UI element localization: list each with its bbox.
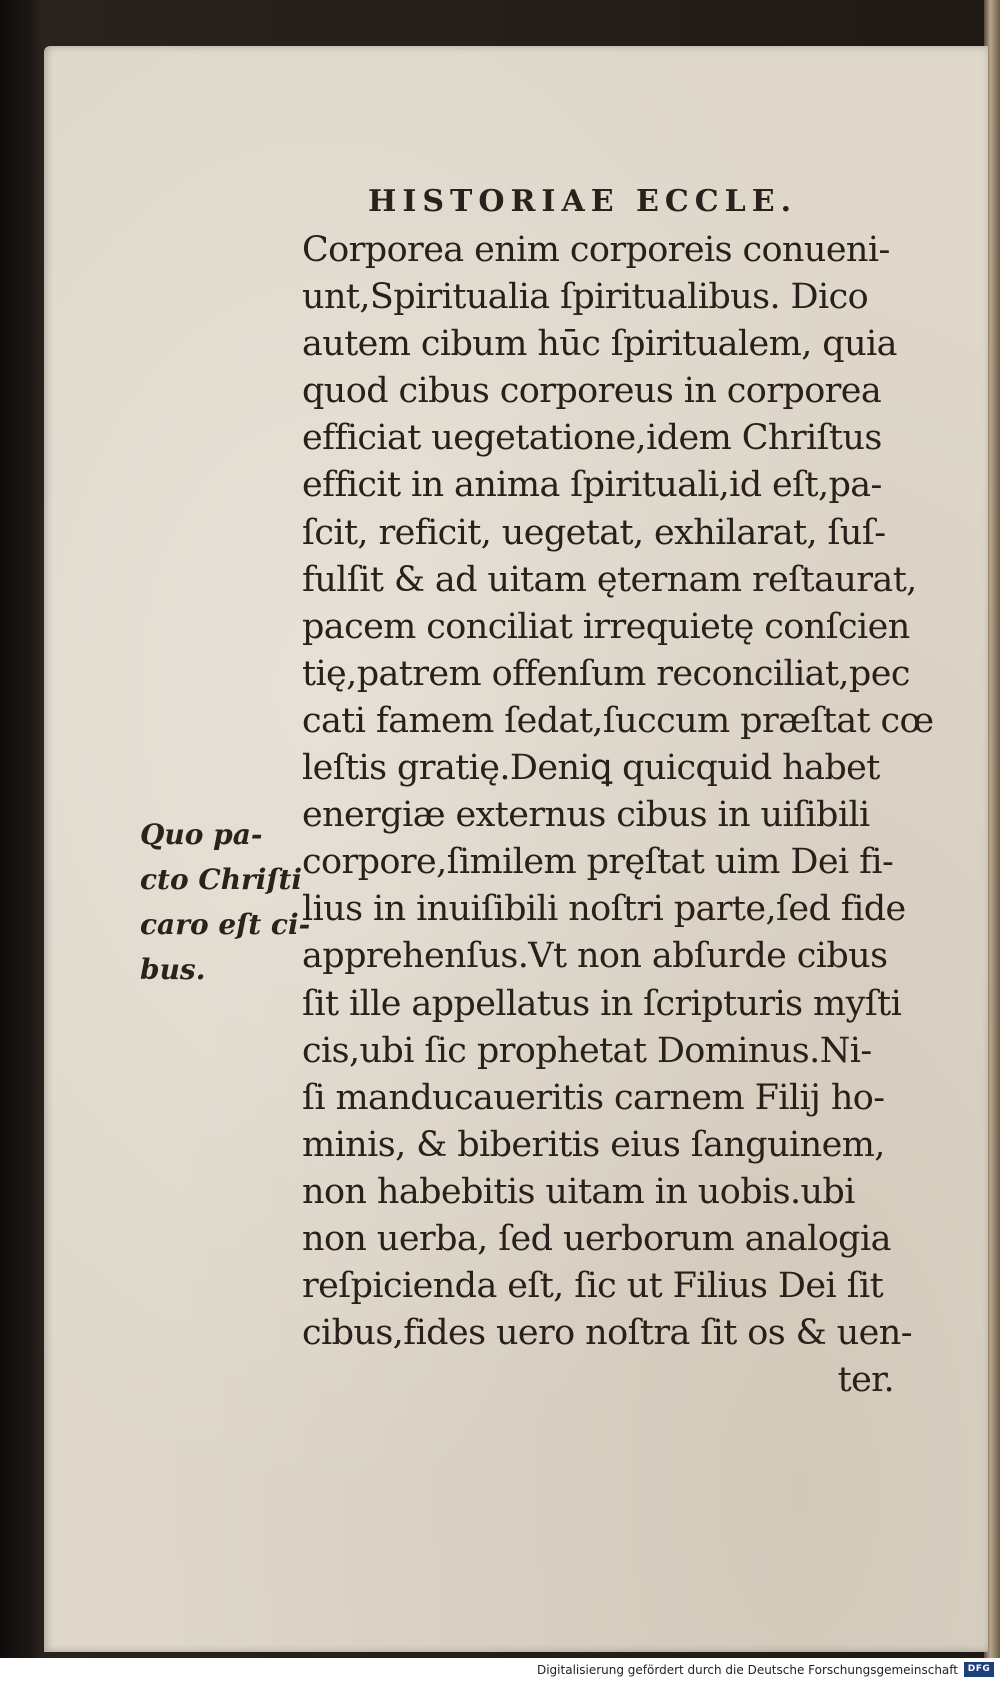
text-line: leſtis gratię.Deniꝗ quicquid habet: [302, 748, 880, 789]
text-line: cis,ubi ſic prophetat Dominus.Ni-: [302, 1030, 872, 1071]
text-line: ſit ille appellatus in ſcripturis myſti: [302, 983, 902, 1024]
text-line: efficit in anima ſpirituali,id eſt,pa-: [302, 465, 882, 506]
text-line: non uerba, ſed uerborum analogia: [302, 1218, 891, 1259]
text-line: lius in inuiſibili noſtri parte,ſed fide: [302, 889, 906, 930]
marginal-note-line: Quo pa-: [140, 818, 263, 851]
text-line: ſcit, reficit, uegetat, exhilarat, ſuſ-: [302, 512, 886, 553]
text-line: ſi manducaueritis carnem Filij ho-: [302, 1077, 885, 1118]
text-line: cati famem ſedat,ſuccum præſtat cœ: [302, 700, 934, 741]
text-line: energiæ externus cibus in uiſibili: [302, 795, 870, 836]
running-head: HISTORIAE ECCLE.: [368, 184, 798, 219]
marginal-note: [140, 812, 311, 992]
marginal-note-line: bus.: [140, 953, 206, 986]
text-line: pacem conciliat irrequietę conſcien: [302, 606, 910, 647]
text-line: unt,Spiritualia ſpiritualibus. Dico: [302, 277, 869, 318]
text-line: autem cibum hūc ſpiritualem, quia: [302, 324, 897, 365]
text-line: corpore,ſimilem pręſtat uim Dei fi-: [302, 842, 894, 883]
marginal-note-line: cto Chriſti: [140, 863, 303, 896]
body-text: [302, 227, 952, 1404]
text-line: minis, & biberitis eius ſanguinem,: [302, 1124, 885, 1165]
text-line: Corporea enim corporeis conueni-: [302, 230, 890, 270]
text-line: quod cibus corporeus in corporea: [302, 371, 882, 412]
text-line: cibus,fides uero noſtra ſit os & uen-: [302, 1313, 912, 1354]
text-line: non habebitis uitam in uobis.ubi: [302, 1171, 855, 1212]
text-line: apprehenſus.Vt non abſurde cibus: [302, 936, 888, 977]
text-line: fulſit & ad uitam ęternam reſtaurat,: [302, 559, 917, 600]
text-line: tię,patrem offenſum reconciliat,pec: [302, 653, 910, 694]
funding-credit: Digitalisierung gefördert durch die Deutsche Forschungsgemeinschaft: [536, 1663, 958, 1677]
marginal-note-line: caro eſt ci-: [140, 908, 311, 941]
dfg-logo-icon: DFG: [964, 1662, 994, 1677]
text-line: efficiat uegetatione,idem Chriſtus: [302, 418, 882, 459]
text-line: reſpicienda eſt, ſic ut Filius Dei ſit: [302, 1266, 884, 1307]
catchword-line: ter.: [837, 1360, 894, 1401]
footer-bar: [0, 1658, 1000, 1685]
